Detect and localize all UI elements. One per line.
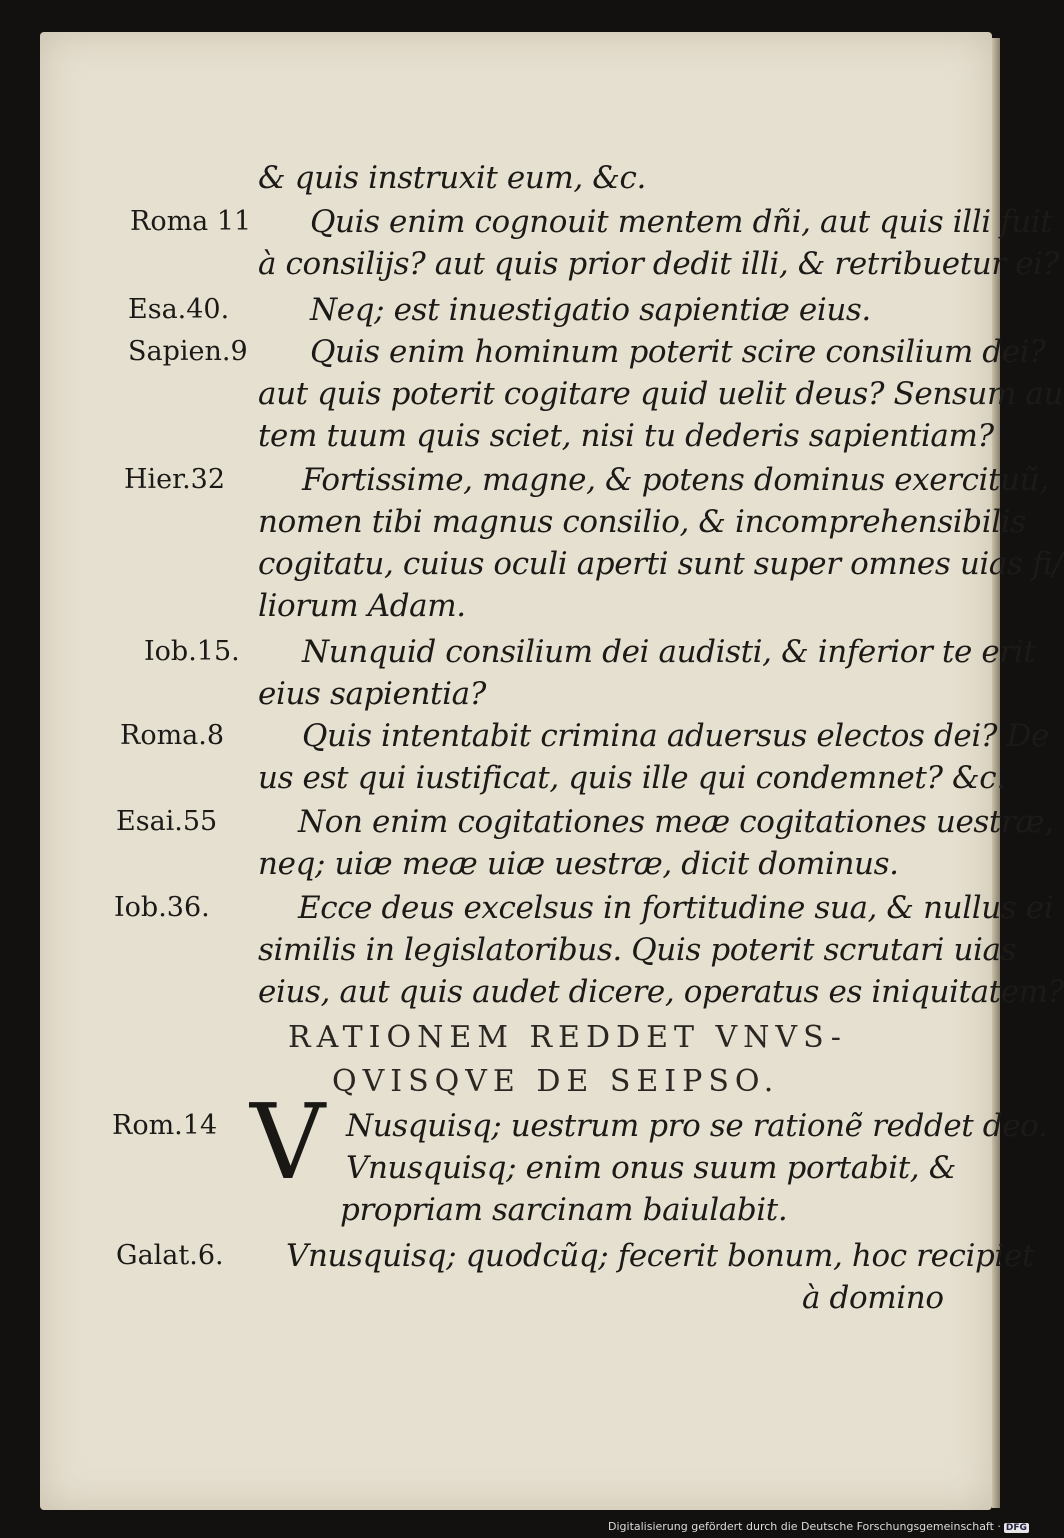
- credit-text: Digitalisierung gefördert durch die Deutsche Forschungsgemeinschaft ·: [608, 1520, 1001, 1533]
- text-line: liorum Adam.: [258, 588, 466, 624]
- text-line: eius sapientia?: [258, 676, 486, 712]
- text-line: & quis instruxit eum, &c.: [258, 160, 646, 196]
- digitization-credit: [608, 1520, 1029, 1533]
- drop-cap: V: [250, 1081, 326, 1203]
- margin-note: Galat.6.: [116, 1240, 224, 1271]
- catchword: à domino: [802, 1280, 944, 1316]
- text-line: neq; uiæ meæ uiæ uestræ, dicit dominus.: [258, 846, 899, 882]
- margin-note: Sapien.9: [128, 336, 248, 367]
- margin-note: Rom.14: [112, 1110, 218, 1141]
- margin-note: Esai.55: [116, 806, 218, 837]
- section-heading-line: QVISQVE DE SEIPSO.: [332, 1064, 780, 1099]
- text-line: Quis enim cognouit mentem dñi, aut quis illi fuit: [310, 204, 1053, 240]
- text-line: Vnusquisq; enim onus suum portabit, &: [346, 1150, 956, 1186]
- text-line: similis in legislatoribus. Quis poterit scrutari uias: [258, 932, 1017, 968]
- margin-note: Iob.36.: [114, 892, 210, 923]
- margin-note: Esa.40.: [128, 294, 230, 325]
- section-heading-line: RATIONEM REDDET VNVS-: [288, 1020, 847, 1055]
- text-line: propriam sarcinam baiulabit.: [340, 1192, 788, 1228]
- dfg-logo: DFG: [1005, 1523, 1027, 1533]
- text-line: Fortissime, magne, & potens dominus exercituũ,: [302, 462, 1049, 498]
- text-line: à consilijs? aut quis prior dedit illi, & retribuetur ei?: [258, 246, 1059, 282]
- margin-note: Hier.32: [124, 464, 226, 495]
- text-line: Non enim cogitationes meæ cogitationes uestræ,: [298, 804, 1054, 840]
- text-line: Nunquid consilium dei audisti, & inferior te erit: [302, 634, 1036, 670]
- text-line: Vnusquisq; quodcũq; fecerit bonum, hoc recipiet: [286, 1238, 1034, 1274]
- text-line: Nusquisq; uestrum pro se rationẽ reddet deo.: [346, 1108, 1048, 1144]
- text-line: Ecce deus excelsus in fortitudine sua, & nullus ei: [298, 890, 1054, 926]
- text-line: us est qui iustificat, quis ille qui condemnet? &c.: [258, 760, 1006, 796]
- text-line: Quis intentabit crimina aduersus electos dei? De: [302, 718, 1049, 754]
- margin-note: Iob.15.: [144, 636, 240, 667]
- text-line: eius, aut quis audet dicere, operatus es iniquitatem?: [258, 974, 1064, 1010]
- margin-note: Roma 11: [130, 206, 252, 237]
- margin-note: Roma.8: [120, 720, 225, 751]
- book-page: [40, 32, 1064, 1510]
- text-line: Quis enim hominum poterit scire consilium dei?: [310, 334, 1046, 370]
- page-text: [40, 32, 1064, 1510]
- text-line: nomen tibi magnus consilio, & incomprehensibilis: [258, 504, 1026, 540]
- text-line: tem tuum quis sciet, nisi tu dederis sapientiam?: [258, 418, 994, 454]
- text-line: aut quis poterit cogitare quid uelit deus? Sensum au: [258, 376, 1064, 412]
- text-line: Neq; est inuestigatio sapientiæ eius.: [310, 292, 871, 328]
- text-line: cogitatu, cuius oculi aperti sunt super omnes uias fi/: [258, 546, 1063, 582]
